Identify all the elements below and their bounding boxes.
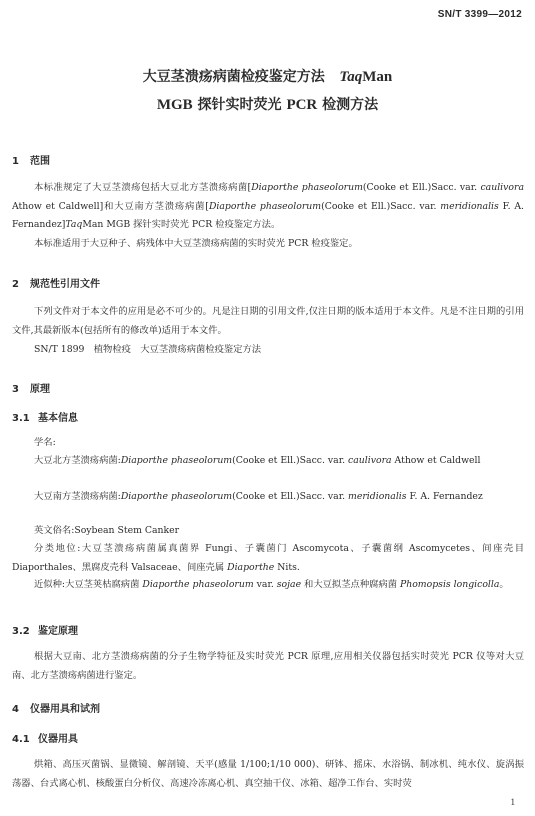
standard-code: SN/T 3399—2012 [437,9,522,20]
section-4-heading [12,700,100,715]
section-3-2-heading [12,622,78,637]
section-title: 仪器用具 [38,734,78,745]
south-pathogen-name: 大豆南方茎溃疡病菌:Diaporthe phaseolorum(Cooke et Ell.)Sacc. var. meridionalis F. A. Fernandez [34,491,483,502]
scientific-name-label: 学名: [34,437,56,448]
section-3-1-heading [12,409,78,424]
title-line-2 [0,94,535,114]
section-number: 2 [12,279,19,290]
title-man: Man [362,69,393,85]
title-pcr: PCR [286,97,318,113]
section-title: 原理 [30,384,50,395]
section-2-paragraph-1: 下列文件对于本文件的应用是必不可少的。凡是注日期的引用文件,仅注日期的版本适用于本文件。凡是不注日期的引用文件,其最新版本(包括所有的修改单)适用于本文件。 [12,306,524,336]
title-taq: Taq [339,69,363,85]
section-number: 3.1 [12,413,30,424]
section-4-1-paragraph: 烘箱、高压灭菌锅、显微镜、解剖镜、天平(感量 1/100;1/10 000)、研钵、摇床、水浴锅、制冰机、纯水仪、旋涡振荡器、台式离心机、核酸蛋白分析仪、高速冷冻离心机、真空抽干仪、冰箱、超净工作台、实时荧 [12,759,524,789]
section-1-heading [12,152,50,167]
north-pathogen-name: 大豆北方茎溃疡病菌:Diaporthe phaseolorum(Cooke et Ell.)Sacc. var. caulivora Athow et Caldwell [34,455,481,466]
section-title: 规范性引用文件 [30,279,100,290]
section-number: 1 [12,156,19,167]
section-title: 仪器用具和试剂 [30,704,100,715]
section-number: 4 [12,704,19,715]
section-3-heading [12,380,50,395]
section-title: 鉴定原理 [38,626,78,637]
title-mgb: MGB [156,97,193,113]
related-species: 近似种:大豆茎荚枯腐病菌 Diaporthe phaseolorum var. sojae 和大豆拟茎点种腐病菌 Phomopsis longicolla。 [34,579,509,590]
normative-reference: SN/T 1899 植物检疫 大豆茎溃疡病菌检疫鉴定方法 [34,344,262,355]
english-common-name: 英文俗名:Soybean Stem Canker [34,525,180,536]
title-text: 大豆茎溃疡病菌检疫鉴定方法 [142,69,325,85]
section-number: 3.2 [12,626,30,637]
section-4-1-heading [12,730,78,745]
section-2-heading [12,275,100,290]
section-title: 基本信息 [38,413,78,424]
section-number: 3 [12,384,19,395]
section-number: 4.1 [12,734,30,745]
title-mid: 探针实时荧光 [192,97,287,113]
section-3-2-paragraph: 根据大豆南、北方茎溃疡病菌的分子生物学特征及实时荧光 PCR 原理,应用相关仪器包括实时荧光 PCR 仪等对大豆南、北方茎溃疡病菌进行鉴定。 [12,651,524,681]
section-1-paragraph-1: 本标准规定了大豆茎溃疡包括大豆北方茎溃疡病菌[Diaporthe phaseolorum(Cooke et Ell.)Sacc. var. caulivora Athow et Caldwell]和大豆南方茎溃疡病菌[Diaporthe phaseolorum(Cooke et Ell.)Sacc. var. meridionalis F. A. Fernandez]TaqMan MGB 探针实时荧光 PCR 检疫鉴定方法。 [12,182,524,231]
taxonomy: 分类地位:大豆茎溃疡病菌属真菌界 Fungi、子囊菌门 Ascomycota、子囊菌纲 Ascomycetes、间座壳目 Diaporthales、黑腐皮壳科 Valsaceae、间座壳属 Diaporthe Nits. [12,543,524,573]
title-end: 检测方法 [317,97,379,113]
page-number: 1 [510,797,515,807]
section-1-paragraph-2: 本标准适用于大豆种子、病残体中大豆茎溃疡病菌的实时荧光 PCR 检疫鉴定。 [34,238,358,249]
section-title: 范围 [30,156,50,167]
title-line-1 [0,66,535,86]
